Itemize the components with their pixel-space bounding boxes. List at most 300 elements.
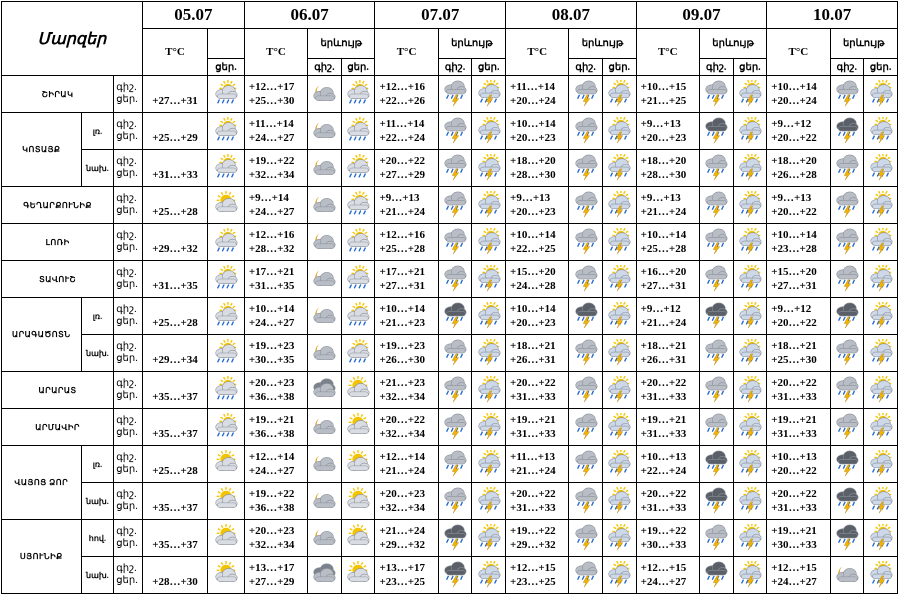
time-of-day xyxy=(114,187,143,224)
cloud-storm-icon xyxy=(833,376,861,404)
table-row xyxy=(2,557,898,594)
temp-day: +31…+33 xyxy=(640,391,687,403)
weather-cell-day xyxy=(341,335,375,372)
temp-header: T°C xyxy=(375,29,438,76)
sun-cloud-storm-icon xyxy=(605,154,633,182)
weather-cell-night xyxy=(569,372,603,409)
tod-day: ցեր. xyxy=(116,242,138,253)
weather-cell-day xyxy=(864,76,898,113)
tod-night: գիշ. xyxy=(116,378,137,389)
weather-cell-day xyxy=(733,113,767,150)
temp-day: +24…+28 xyxy=(510,280,556,292)
temp-night: +12…+15 xyxy=(510,562,556,574)
temp-day: +22…+24 xyxy=(379,132,425,144)
cloud-storm-icon xyxy=(572,117,600,145)
sun-cloud-storm-icon xyxy=(867,524,895,552)
weather-cell-night xyxy=(699,446,733,483)
subregion-label: հով. xyxy=(81,520,114,557)
temp-day-1 xyxy=(244,187,307,224)
sun-cloud-storm-icon xyxy=(867,376,895,404)
temp-night: +19…+22 xyxy=(248,155,295,167)
temp-night: +10…+14 xyxy=(510,118,556,130)
temp-day-4 xyxy=(636,483,699,520)
sun-cloud-storm-icon xyxy=(736,524,764,552)
weather-cell-day xyxy=(602,113,636,150)
temp-night: +18…+20 xyxy=(510,155,556,167)
moon-cloud-icon xyxy=(310,154,338,182)
sun-cloud-storm-icon xyxy=(605,302,633,330)
temp-night: +9…+13 xyxy=(771,192,812,204)
temp-day: +21…+24 xyxy=(640,317,687,329)
temp-day: +26…+31 xyxy=(510,354,556,366)
subregion-label: լռ. xyxy=(81,113,114,150)
weather-cell-day xyxy=(472,113,506,150)
temp-value: +29…+34 xyxy=(152,354,198,366)
temp-day: +25…+28 xyxy=(640,243,687,255)
temp-day: +36…+38 xyxy=(248,428,295,440)
weather-cell-day xyxy=(341,409,375,446)
temp-day: +21…+24 xyxy=(379,465,425,477)
temp-day-5 xyxy=(767,557,830,594)
sun-cloud-storm-icon xyxy=(475,302,503,330)
table-row xyxy=(2,224,898,261)
weather-cell-day xyxy=(472,483,506,520)
weather-cell xyxy=(208,224,245,261)
tod-day: ցեր. xyxy=(116,575,138,586)
sun-cloud-storm-icon xyxy=(736,191,764,219)
weather-cell xyxy=(208,150,245,187)
sun-cloud-icon xyxy=(212,450,240,478)
weather-cell-night xyxy=(830,113,864,150)
cloud-storm-icon xyxy=(441,450,469,478)
night-abbr: գիշ. xyxy=(830,59,864,76)
weather-cell-day xyxy=(733,261,767,298)
temp-day-1 xyxy=(244,372,307,409)
table-row xyxy=(2,187,898,224)
weather-cell-day xyxy=(602,76,636,113)
weather-cell xyxy=(208,409,245,446)
temp-day: +32…+34 xyxy=(379,391,425,403)
temp-day: +22…+26 xyxy=(379,95,425,107)
table-row xyxy=(2,409,898,446)
weather-cell xyxy=(208,76,245,113)
night-abbr: գիշ. xyxy=(438,59,472,76)
weather-cell-night xyxy=(699,520,733,557)
temp-day-5 xyxy=(767,224,830,261)
temp-day-0 xyxy=(142,298,207,335)
temp-day: +27…+31 xyxy=(640,280,687,292)
weather-cell-night xyxy=(699,150,733,187)
temp-day-3 xyxy=(506,372,569,409)
temp-day-1 xyxy=(244,76,307,113)
weather-cell-night xyxy=(830,557,864,594)
temp-night: +17…+21 xyxy=(248,266,295,278)
dark-storm-icon xyxy=(833,302,861,330)
weather-cell-night xyxy=(308,446,342,483)
temp-night: +9…+12 xyxy=(640,303,681,315)
temp-day-5 xyxy=(767,335,830,372)
moon-cloud-icon xyxy=(310,413,338,441)
sun-cloud-storm-icon xyxy=(475,265,503,293)
cloud-storm-icon xyxy=(441,154,469,182)
weather-cell-night xyxy=(699,76,733,113)
night-abbr: գիշ. xyxy=(569,59,603,76)
temp-day: +20…+23 xyxy=(510,317,556,329)
day-abbr: ցեր. xyxy=(602,59,636,76)
dark-storm-icon xyxy=(702,302,730,330)
temp-day-1 xyxy=(244,557,307,594)
temp-day: +32…+34 xyxy=(379,502,425,514)
tod-night: գիշ. xyxy=(116,452,137,463)
temp-night: +19…+21 xyxy=(640,414,687,426)
sun-cloud-storm-icon xyxy=(605,561,633,589)
sun-cloud-storm-icon xyxy=(867,117,895,145)
temp-day-3 xyxy=(506,409,569,446)
tod-day: ցեր. xyxy=(116,501,138,512)
sun-cloud-rain-icon xyxy=(344,154,372,182)
temp-day-2 xyxy=(375,557,438,594)
night-abbr: գիշ. xyxy=(699,59,733,76)
weather-cell-night xyxy=(569,335,603,372)
dark-storm-icon xyxy=(833,450,861,478)
temp-value: +25…+28 xyxy=(152,206,198,218)
temp-value: +31…+35 xyxy=(152,280,198,292)
sun-cloud-storm-icon xyxy=(736,302,764,330)
weather-cell-night xyxy=(308,483,342,520)
sun-cloud-icon xyxy=(344,376,372,404)
tod-night: գիշ. xyxy=(116,563,137,574)
weather-cell-night xyxy=(308,224,342,261)
table-row xyxy=(2,298,898,335)
weather-cell-day xyxy=(472,298,506,335)
weather-cell-day xyxy=(864,113,898,150)
temp-day-0 xyxy=(142,446,207,483)
day-abbr: ցեր. xyxy=(208,59,245,76)
temp-day: +24…+27 xyxy=(248,132,295,144)
temp-night: +11…+14 xyxy=(248,118,294,130)
time-of-day xyxy=(114,483,143,520)
temp-day-0 xyxy=(142,335,207,372)
temp-night: +19…+22 xyxy=(640,525,687,537)
weather-cell-night xyxy=(308,76,342,113)
temp-day: +30…+33 xyxy=(771,539,817,551)
temp-day: +32…+34 xyxy=(248,169,295,181)
forecast-table xyxy=(1,1,898,594)
cloud-storm-icon xyxy=(441,117,469,145)
temp-night: +10…+13 xyxy=(640,451,687,463)
sun-cloud-rain-icon xyxy=(212,265,240,293)
tod-day: ցեր. xyxy=(116,279,138,290)
temp-day-3 xyxy=(506,483,569,520)
temp-day-1 xyxy=(244,446,307,483)
temp-night: +10…+14 xyxy=(771,229,817,241)
cloud-storm-icon xyxy=(572,265,600,293)
sun-cloud-rain-icon xyxy=(344,228,372,256)
weather-cell-night xyxy=(830,187,864,224)
weather-cell-night xyxy=(830,372,864,409)
temp-night: +12…+15 xyxy=(640,562,687,574)
temp-value: +29…+32 xyxy=(152,243,198,255)
temp-day-1 xyxy=(244,483,307,520)
moon-cloud-icon xyxy=(310,450,338,478)
sun-cloud-icon xyxy=(344,413,372,441)
temp-day-4 xyxy=(636,557,699,594)
weather-cell-day xyxy=(341,261,375,298)
sun-cloud-storm-icon xyxy=(605,191,633,219)
weather-cell-day xyxy=(864,520,898,557)
weather-cell-night xyxy=(308,557,342,594)
temp-day: +27…+29 xyxy=(379,169,425,181)
weather-cell-day xyxy=(602,372,636,409)
temp-value: +28…+30 xyxy=(152,576,198,588)
temp-night: +10…+14 xyxy=(640,229,687,241)
sun-cloud-rain-icon xyxy=(344,302,372,330)
temp-day-4 xyxy=(636,150,699,187)
temp-night: +12…+17 xyxy=(248,81,295,93)
temp-day-4 xyxy=(636,372,699,409)
time-of-day xyxy=(114,76,143,113)
temp-night: +10…+14 xyxy=(379,303,425,315)
sun-cloud-storm-icon xyxy=(475,80,503,108)
cloud-storm-icon xyxy=(833,154,861,182)
moon-cloud-icon xyxy=(310,524,338,552)
temp-day-1 xyxy=(244,520,307,557)
temp-day-3 xyxy=(506,224,569,261)
cloud-storm-icon xyxy=(572,80,600,108)
temp-day-3 xyxy=(506,520,569,557)
temp-day: +21…+25 xyxy=(640,95,687,107)
weather-cell-day xyxy=(602,261,636,298)
sun-cloud-storm-icon xyxy=(736,228,764,256)
cloud-storm-icon xyxy=(572,376,600,404)
weather-cell-night xyxy=(308,150,342,187)
temp-header: T°C xyxy=(767,29,830,76)
weather-cell-night xyxy=(830,261,864,298)
tod-night: գիշ. xyxy=(116,526,137,537)
temp-day-4 xyxy=(636,224,699,261)
temp-day: +24…+27 xyxy=(640,576,687,588)
temp-night: +10…+14 xyxy=(510,303,556,315)
sun-cloud-storm-icon xyxy=(867,191,895,219)
weather-cell-night xyxy=(569,261,603,298)
weather-cell-day xyxy=(864,446,898,483)
weather-cell-night xyxy=(308,520,342,557)
moon-cloud-icon xyxy=(310,191,338,219)
region-name: ԳԵՂԱՐՔՈՒՆԻՔ xyxy=(2,187,114,224)
time-of-day xyxy=(114,335,143,372)
weather-cell-day xyxy=(472,335,506,372)
weather-cell-night xyxy=(569,446,603,483)
weather-cell-night xyxy=(699,335,733,372)
weather-cell-night xyxy=(438,187,472,224)
region-name: ԿՈՏԱՅՔ xyxy=(2,113,82,187)
weather-cell-day xyxy=(864,557,898,594)
temp-day: +23…+25 xyxy=(379,576,425,588)
sun-cloud-storm-icon xyxy=(605,487,633,515)
temp-night: +19…+23 xyxy=(248,340,295,352)
moon-cloud-icon xyxy=(310,339,338,367)
temp-day: +29…+32 xyxy=(510,539,556,551)
sun-cloud-storm-icon xyxy=(736,265,764,293)
cloud-icon xyxy=(310,376,338,404)
moon-cloud-icon xyxy=(310,265,338,293)
temp-night: +21…+23 xyxy=(379,377,425,389)
temp-day: +22…+25 xyxy=(510,243,556,255)
weather-cell-day xyxy=(602,557,636,594)
weather-cell-day xyxy=(733,446,767,483)
cloud-storm-icon xyxy=(833,80,861,108)
temp-night: +20…+23 xyxy=(379,488,425,500)
weather-cell-day xyxy=(472,557,506,594)
sun-cloud-rain-icon xyxy=(212,228,240,256)
sun-cloud-rain-icon xyxy=(212,154,240,182)
cloud-storm-icon xyxy=(572,191,600,219)
temp-value: +35…+37 xyxy=(152,428,198,440)
moon-cloud-icon xyxy=(833,561,861,589)
tod-night: գիշ. xyxy=(116,415,137,426)
temp-day-4 xyxy=(636,446,699,483)
temp-day: +31…+33 xyxy=(510,502,556,514)
sun-cloud-rain-icon xyxy=(212,302,240,330)
temp-day-3 xyxy=(506,261,569,298)
temp-header: T°C xyxy=(636,29,699,76)
table-row xyxy=(2,520,898,557)
phenomena-blank xyxy=(208,29,245,59)
temp-day-0 xyxy=(142,557,207,594)
cloud-storm-icon xyxy=(441,80,469,108)
temp-day: +21…+24 xyxy=(510,465,556,477)
weather-cell-day xyxy=(602,187,636,224)
temp-day-2 xyxy=(375,76,438,113)
weather-cell-day xyxy=(341,372,375,409)
temp-day-2 xyxy=(375,483,438,520)
temp-day-3 xyxy=(506,150,569,187)
temp-value: +25…+28 xyxy=(152,465,198,477)
dark-storm-icon xyxy=(833,487,861,515)
phenomena-header: երևույթ xyxy=(308,29,375,59)
subregion-label: նախ. xyxy=(81,150,114,187)
sun-cloud-icon xyxy=(344,561,372,589)
cloud-storm-icon xyxy=(833,228,861,256)
temp-night: +20…+22 xyxy=(510,488,556,500)
region-name: ՍՅՈՒՆԻՔ xyxy=(2,520,82,594)
temp-day: +24…+27 xyxy=(771,576,817,588)
temp-night: +10…+14 xyxy=(771,81,817,93)
temp-day-3 xyxy=(506,76,569,113)
phenomena-header: երևույթ xyxy=(438,29,505,59)
weather-cell-night xyxy=(830,150,864,187)
temp-day: +29…+32 xyxy=(379,539,425,551)
temp-day-1 xyxy=(244,409,307,446)
weather-cell-day xyxy=(602,409,636,446)
temp-day: +22…+24 xyxy=(640,465,687,477)
weather-cell-night xyxy=(308,261,342,298)
temp-day: +32…+34 xyxy=(379,428,425,440)
weather-cell-day xyxy=(341,298,375,335)
sun-cloud-storm-icon xyxy=(605,265,633,293)
weather-cell-night xyxy=(438,150,472,187)
temp-day: +23…+25 xyxy=(510,576,556,588)
tod-night: գիշ. xyxy=(116,267,137,278)
temp-night: +20…+22 xyxy=(379,155,425,167)
temp-day: +20…+22 xyxy=(771,132,817,144)
cloud-storm-icon xyxy=(702,80,730,108)
weather-cell-day xyxy=(864,372,898,409)
temp-header: T°C xyxy=(142,29,207,76)
sun-cloud-storm-icon xyxy=(736,376,764,404)
sun-cloud-icon xyxy=(344,524,372,552)
time-of-day xyxy=(114,261,143,298)
temp-night: +20…+23 xyxy=(248,377,295,389)
temp-day-2 xyxy=(375,409,438,446)
region-name: ԱՐԱՐԱՏ xyxy=(2,372,114,409)
cloud-storm-icon xyxy=(441,413,469,441)
temp-night: +18…+20 xyxy=(640,155,687,167)
temp-night: +15…+20 xyxy=(771,266,817,278)
sun-cloud-storm-icon xyxy=(475,339,503,367)
temp-day: +25…+30 xyxy=(771,354,817,366)
cloud-storm-icon xyxy=(441,228,469,256)
weather-cell-night xyxy=(569,483,603,520)
day-abbr: ցեր. xyxy=(864,59,898,76)
tod-night: գիշ. xyxy=(116,156,137,167)
sun-cloud-storm-icon xyxy=(475,561,503,589)
temp-day-5 xyxy=(767,261,830,298)
temp-day-5 xyxy=(767,409,830,446)
weather-cell-night xyxy=(830,409,864,446)
time-of-day xyxy=(114,150,143,187)
dark-storm-icon xyxy=(702,561,730,589)
sun-cloud-storm-icon xyxy=(736,339,764,367)
tod-day: ցեր. xyxy=(116,205,138,216)
sun-cloud-storm-icon xyxy=(475,487,503,515)
weather-cell-day xyxy=(733,557,767,594)
sun-cloud-storm-icon xyxy=(867,302,895,330)
cloud-storm-icon xyxy=(441,191,469,219)
cloud-storm-icon xyxy=(441,339,469,367)
temp-night: +12…+14 xyxy=(248,451,295,463)
cloud-storm-icon xyxy=(572,487,600,515)
temp-night: +9…+13 xyxy=(640,192,681,204)
sun-cloud-storm-icon xyxy=(867,413,895,441)
temp-night: +19…+22 xyxy=(510,525,556,537)
dark-storm-icon xyxy=(572,302,600,330)
sun-cloud-rain-icon xyxy=(212,117,240,145)
weather-cell-day xyxy=(602,150,636,187)
cloud-storm-icon xyxy=(702,154,730,182)
weather-cell-night xyxy=(569,150,603,187)
temp-day: +28…+32 xyxy=(248,243,295,255)
sun-cloud-storm-icon xyxy=(736,154,764,182)
weather-cell-night xyxy=(699,557,733,594)
table-row xyxy=(2,335,898,372)
temp-day-2 xyxy=(375,520,438,557)
temp-night: +11…+14 xyxy=(510,81,555,93)
tod-night: գիշ. xyxy=(116,341,137,352)
tod-day: ցեր. xyxy=(116,427,138,438)
table-row xyxy=(2,76,898,113)
sun-cloud-storm-icon xyxy=(867,561,895,589)
day-abbr: ցեր. xyxy=(472,59,506,76)
temp-day: +24…+27 xyxy=(248,317,295,329)
subregion-label: լռ. xyxy=(81,298,114,335)
cloud-storm-icon xyxy=(702,191,730,219)
temp-value: +35…+37 xyxy=(152,539,198,551)
sun-cloud-icon xyxy=(212,487,240,515)
temp-night: +13…+17 xyxy=(379,562,425,574)
weather-cell-night xyxy=(699,298,733,335)
region-name: ԼՈՌԻ xyxy=(2,224,114,261)
